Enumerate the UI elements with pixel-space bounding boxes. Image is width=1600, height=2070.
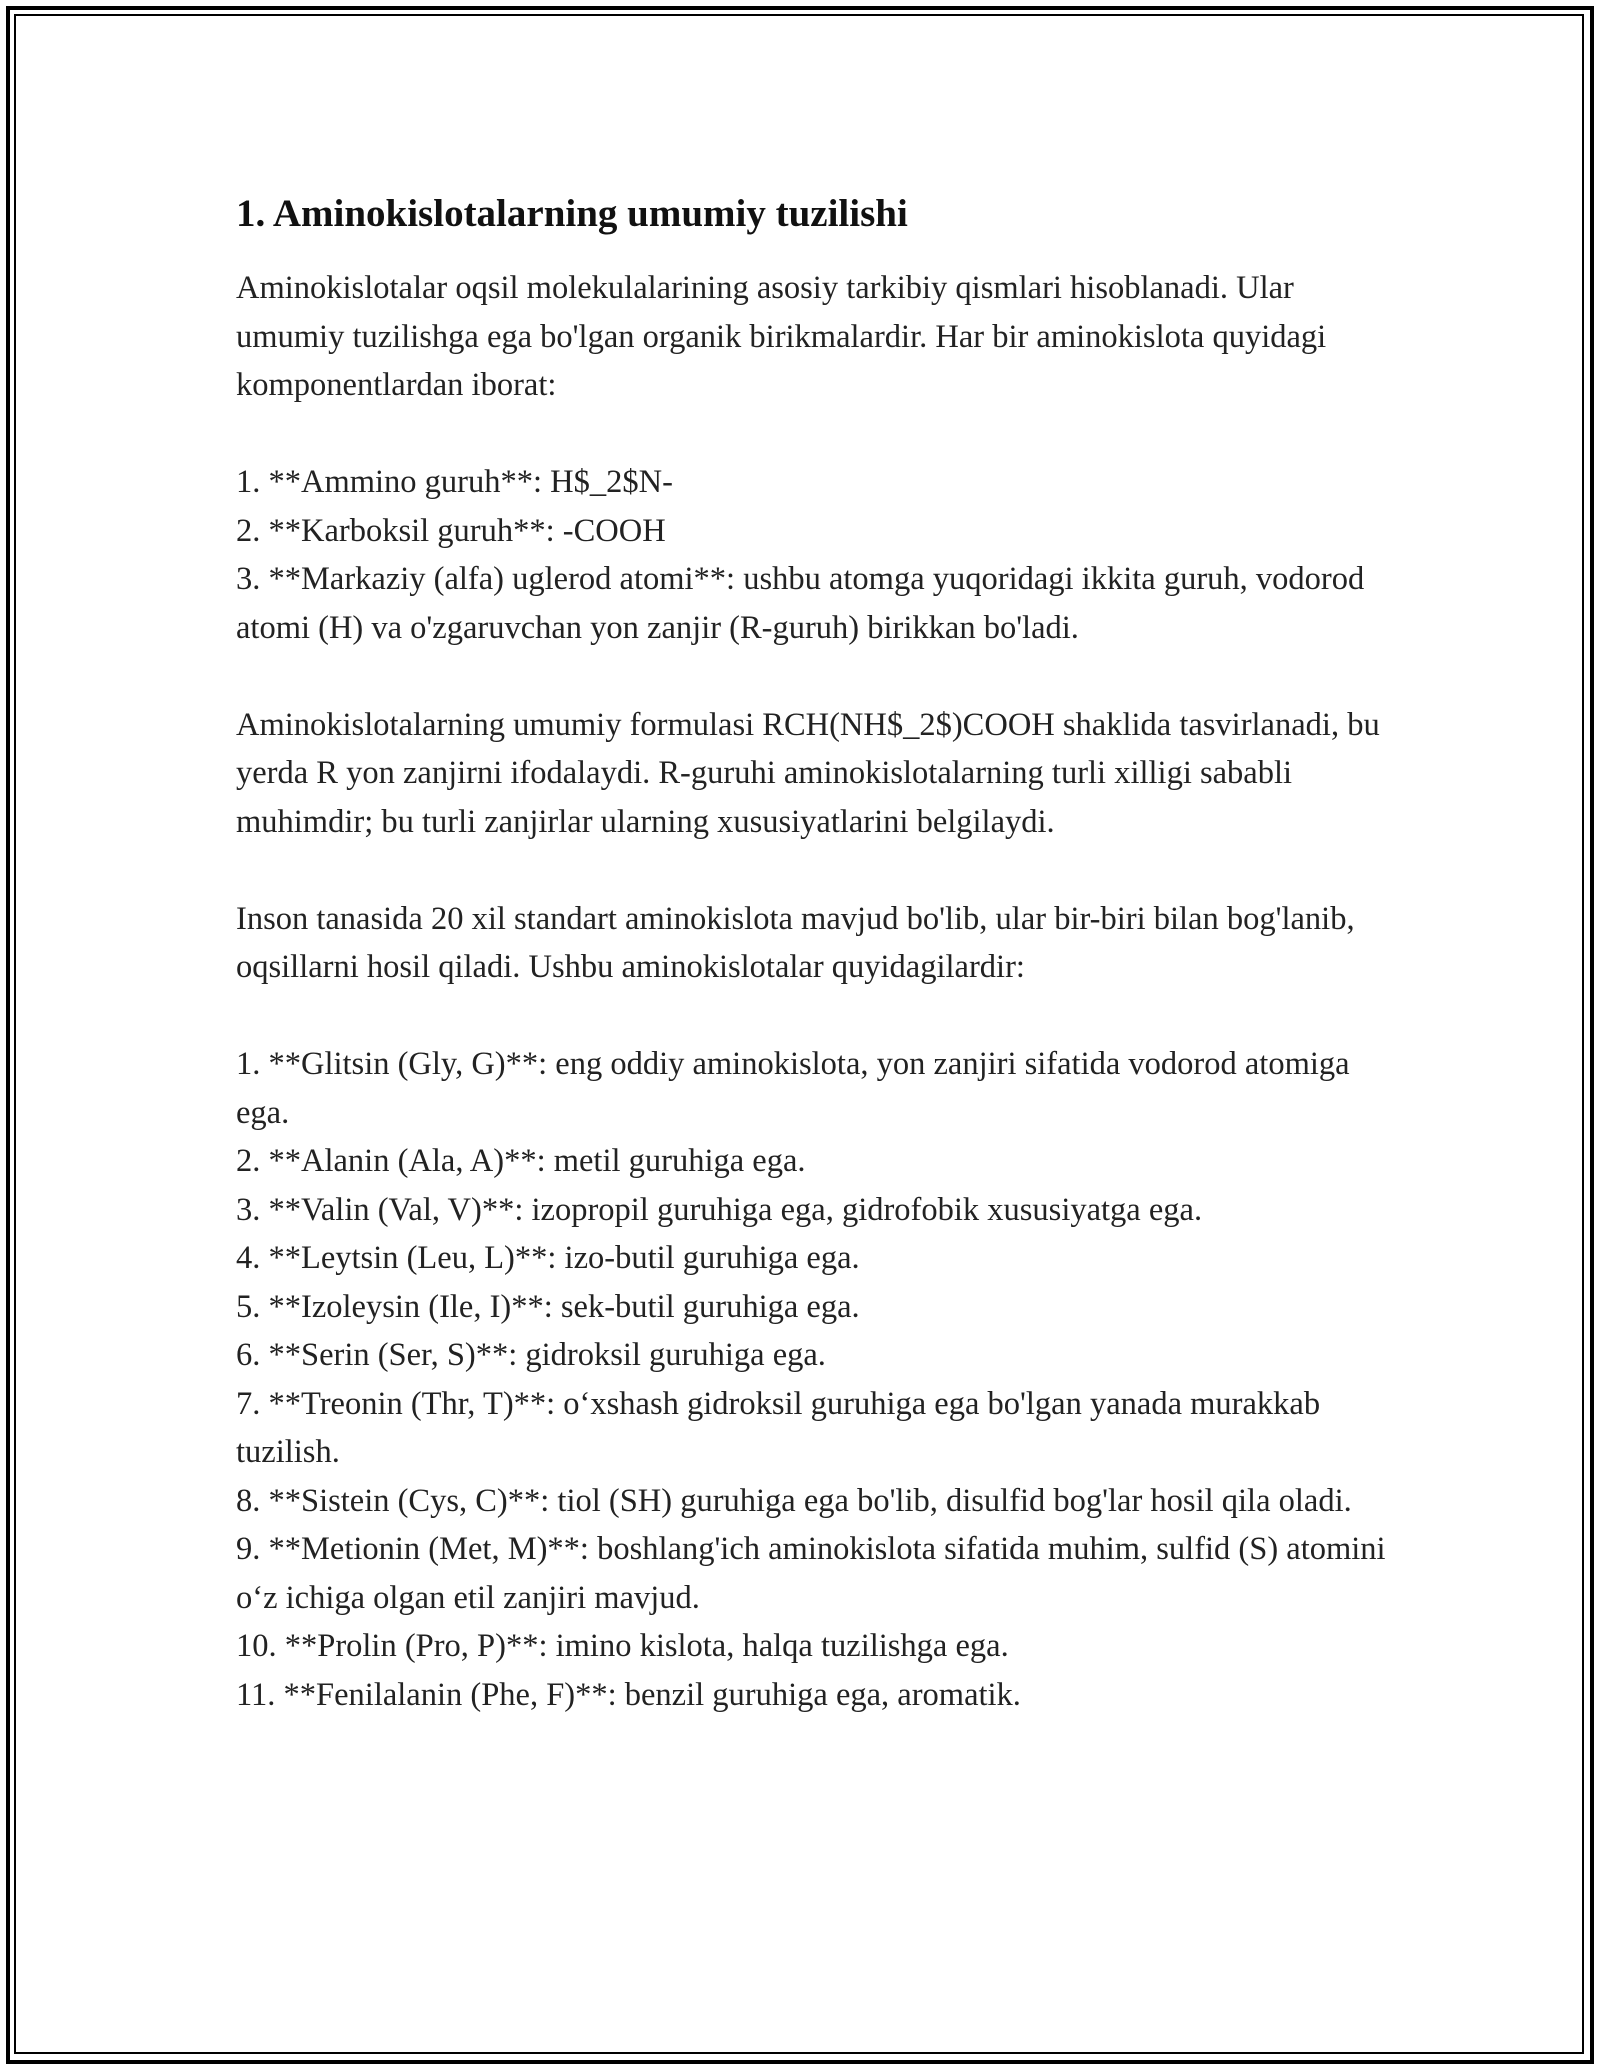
amino-acid-item: 9. **Metionin (Met, M)**: boshlang'ich aminokislota sifatida muhim, sulfid (S) atomini o‘z ichiga olgan etil zanjiri mavjud. xyxy=(236,1531,1386,1616)
paragraph-spacer xyxy=(236,846,1386,895)
formula-paragraph: Aminokislotalarning umumiy formulasi RCH(NH$_2$)COOH shaklida tasvirlanadi, bu yerda R yon zanjirni ifodalaydi. R-guruhi aminokislotalarning turli xilligi sababli muhimdir; bu turli zanjirlar ularning xususiyatlarini belgilaydi. xyxy=(236,706,1380,840)
amino-acid-item: 5. **Izoleysin (Ile, I)**: sek-butil guruhiga ega. xyxy=(236,1288,860,1325)
component-item: 2. **Karboksil guruh**: -COOH xyxy=(236,512,666,549)
amino-acid-item: 4. **Leytsin (Leu, L)**: izo-butil guruhiga ega. xyxy=(236,1240,860,1276)
amino-acid-item: 8. **Sistein (Cys, C)**: tiol (SH) guruhiga ega bo'lib, disulfid bog'lar hosil qila oladi. xyxy=(236,1482,1352,1519)
amino-acid-item: 10. **Prolin (Pro, P)**: imino kislota, halqa tuzilishga ega. xyxy=(236,1628,1009,1664)
amino-acid-item: 3. **Valin (Val, V)**: izopropil guruhiga ega, gidrofobik xususiyatga ega. xyxy=(236,1191,1203,1228)
component-item: 3. **Markaziy (alfa) uglerod atomi**: ushbu atomga yuqoridagi ikkita guruh, vodorod atomi (H) va o'zgaruvchan yon zanjir (R-guruh) birikkan bo'ladi. xyxy=(236,561,1365,646)
amino-acid-item: 6. **Serin (Ser, S)**: gidroksil guruhiga ega. xyxy=(236,1337,826,1373)
paragraph-spacer xyxy=(236,410,1386,459)
paragraph-spacer xyxy=(236,992,1386,1041)
amino-acid-item: 7. **Treonin (Thr, T)**: o‘xshash gidroksil guruhiga ega bo'lgan yanada murakkab tuzilish. xyxy=(236,1385,1321,1470)
intro-paragraph: Aminokislotalar oqsil molekulalarining asosiy tarkibiy qismlari hisoblanadi. Ular umumiy tuzilishga ega bo'lgan organik birikmalardir. Har bir aminokislota quyidagi komponentlardan iborat: xyxy=(236,270,1327,403)
components-list xyxy=(236,458,1386,652)
paragraph-spacer xyxy=(236,652,1386,701)
amino-acid-item: 11. **Fenilalanin (Phe, F)**: benzil guruhiga ega, aromatik. xyxy=(236,1676,1021,1713)
standard-amino-acids-paragraph: Inson tanasida 20 xil standart aminokislota mavjud bo'lib, ular bir-biri bilan bog'lanib, oqsillarni hosil qiladi. Ushbu aminokislotalar quyidagilardir: xyxy=(236,900,1355,985)
amino-acid-item: 1. **Glitsin (Gly, G)**: eng oddiy aminokislota, yon zanjiri sifatida vodorod atomiga ega. xyxy=(236,1046,1350,1131)
amino-acid-list xyxy=(236,1040,1386,1719)
component-item: 1. **Ammino guruh**: H$_2$N- xyxy=(236,464,673,500)
section-title: 1. Aminokislotalarning umumiy tuzilishi xyxy=(236,192,908,235)
amino-acid-item: 2. **Alanin (Ala, A)**: metil guruhiga ega. xyxy=(236,1143,806,1179)
document-body xyxy=(236,186,1386,1719)
